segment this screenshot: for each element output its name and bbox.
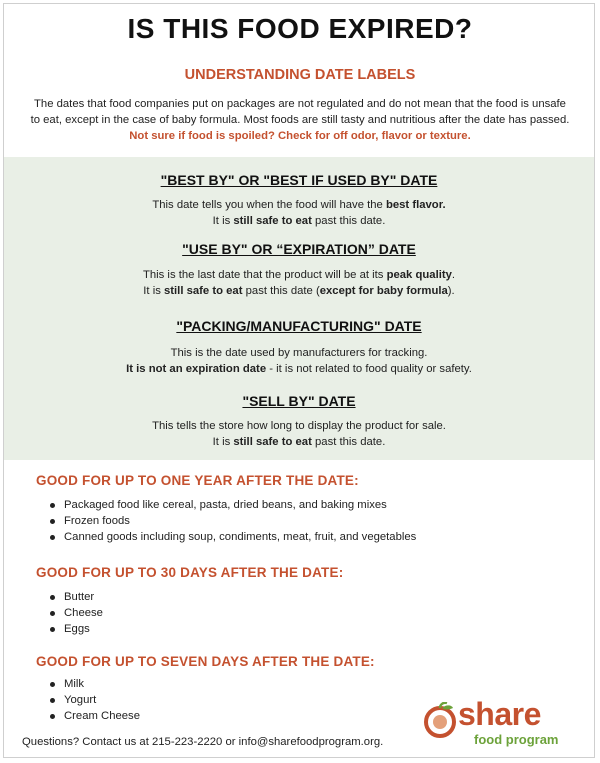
sell-by-line1: This tells the store how long to display the product for sale.: [152, 420, 446, 432]
intro-warning: Not sure if food is spoiled? Check for off odor, flavor or texture.: [129, 130, 471, 142]
intro-text: The dates that food companies put on packages are not regulated and do not mean that the food is unsafe to eat, except in the case of baby formula. Most foods are still tasty and nutritious after the date has passed.: [30, 98, 570, 126]
page-title: IS THIS FOOD EXPIRED?: [127, 13, 473, 44]
packing-title: "PACKING/MANUFACTURING" DATE: [176, 318, 422, 334]
list-item: Eggs: [48, 621, 103, 637]
packing-line1: This is the date used by manufacturers for tracking.: [170, 347, 428, 359]
one-year-list: [48, 497, 416, 545]
best-by-title: "BEST BY" OR "BEST IF USED BY" DATE: [160, 172, 438, 188]
use-by-description: [4, 267, 594, 299]
packing-line2-bold: It is not an expiration date: [126, 363, 267, 375]
sell-by-line2-end: past this date.: [311, 436, 386, 448]
list-item: Frozen foods: [48, 513, 416, 529]
use-by-line2-exception: except for baby formula: [319, 285, 448, 297]
use-by-line2-mid: past this date (: [242, 285, 320, 297]
share-food-program-logo: [418, 694, 588, 752]
sell-by-title: "SELL BY" DATE: [242, 393, 356, 409]
one-year-heading: GOOD FOR UP TO ONE YEAR AFTER THE DATE:: [36, 473, 359, 488]
use-by-line1-text: This is the last date that the product will be at its: [142, 269, 387, 281]
use-by-line1-bold: peak quality: [386, 269, 452, 281]
logo-name: share: [458, 696, 541, 732]
use-by-line1-end: .: [451, 269, 456, 281]
use-by-line2-text: It is: [143, 285, 164, 297]
intro-paragraph: [28, 96, 572, 144]
packing-description: [4, 345, 594, 377]
list-item: Yogurt: [48, 692, 140, 708]
page-subtitle: UNDERSTANDING DATE LABELS: [184, 67, 416, 83]
list-item: Packaged food like cereal, pasta, dried beans, and baking mixes: [48, 497, 416, 513]
thirty-days-list: [48, 589, 103, 637]
best-by-line1-text: This date tells you when the food will have the: [152, 199, 386, 211]
use-by-line2-bold: still safe to eat: [164, 285, 243, 297]
list-item: Canned goods including soup, condiments, meat, fruit, and vegetables: [48, 529, 416, 545]
list-item: Cream Cheese: [48, 708, 140, 724]
date-labels-panel: [4, 157, 594, 460]
thirty-days-heading: GOOD FOR UP TO 30 DAYS AFTER THE DATE:: [36, 565, 344, 580]
best-by-line2-text: It is: [212, 215, 234, 227]
list-item: Butter: [48, 589, 103, 605]
sell-by-description: [4, 418, 594, 450]
contact-footer: Questions? Contact us at 215-223-2220 or info@sharefoodprogram.org.: [22, 736, 384, 748]
sell-by-line2-bold: still safe to eat: [233, 436, 312, 448]
best-by-line1-bold: best flavor.: [385, 199, 446, 211]
seven-days-heading: GOOD FOR UP TO SEVEN DAYS AFTER THE DATE:: [36, 654, 375, 669]
best-by-line2-bold: still safe to eat: [233, 215, 312, 227]
sell-by-line2-text: It is: [212, 436, 234, 448]
best-by-line2-end: past this date.: [311, 215, 386, 227]
list-item: Milk: [48, 676, 140, 692]
logo-subtitle: food program: [474, 732, 559, 747]
use-by-title: "USE BY" OR “EXPIRATION” DATE: [182, 241, 416, 257]
packing-line2-text: - it is not related to food quality or safety.: [266, 363, 472, 375]
list-item: Cheese: [48, 605, 103, 621]
seven-days-list: [48, 676, 140, 724]
use-by-line2-end: ).: [447, 285, 455, 297]
apple-logo-icon: [422, 702, 458, 738]
best-by-description: [4, 197, 594, 229]
